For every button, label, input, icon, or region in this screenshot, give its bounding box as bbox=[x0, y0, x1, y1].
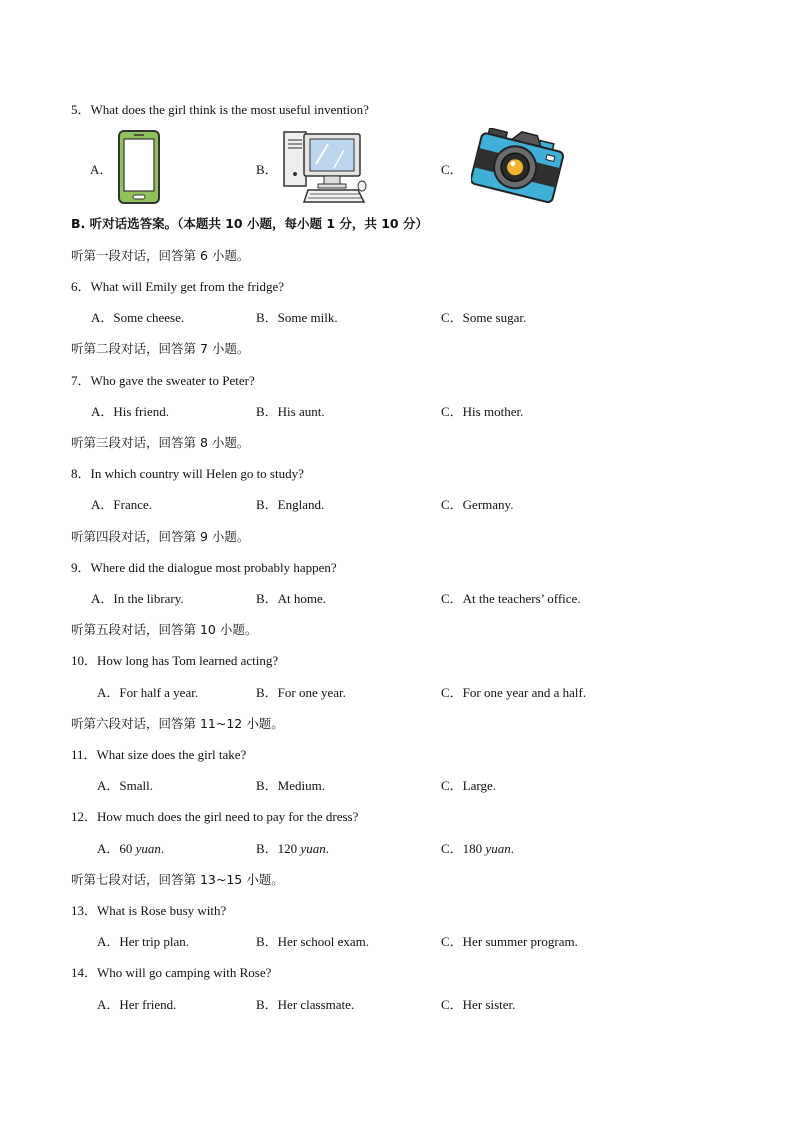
q11-option-a[interactable]: A．Small. bbox=[97, 778, 153, 793]
q11-option-c[interactable]: C．Large. bbox=[441, 778, 496, 793]
dialogue-3-instruction: 听第三段对话，回答第 8 小题。 bbox=[71, 435, 250, 450]
question-6-options bbox=[0, 310, 794, 326]
question-8-text: 8．In which country will Helen go to study? bbox=[71, 466, 304, 481]
question-13-text: 13．What is Rose busy with? bbox=[71, 903, 227, 918]
question-8-options bbox=[0, 497, 794, 513]
q9-option-a[interactable]: A．In the library. bbox=[91, 591, 184, 606]
section-b-heading: B. 听对话选答案。（本题共 10 小题，每小题 1 分，共 10 分） bbox=[71, 216, 428, 231]
q8-option-a[interactable]: A．France. bbox=[91, 497, 153, 512]
q10-option-b[interactable]: B．For one year. bbox=[256, 685, 346, 700]
q13-option-a[interactable]: A．Her trip plan. bbox=[97, 934, 190, 949]
question-12-options bbox=[0, 841, 794, 857]
question-10-text: 10．How long has Tom learned acting? bbox=[71, 653, 279, 668]
question-9-options bbox=[0, 591, 794, 607]
q9-option-c[interactable]: C．At the teachers’ office. bbox=[441, 591, 581, 606]
desktop-computer-icon bbox=[282, 128, 368, 206]
question-11-options bbox=[0, 778, 794, 794]
question-13-options bbox=[0, 934, 794, 950]
q12-option-a-period: . bbox=[160, 841, 165, 856]
q12-option-b[interactable] bbox=[256, 841, 329, 857]
q5-option-b-label: B． bbox=[256, 162, 278, 177]
question-6-text: 6．What will Emily get from the fridge? bbox=[71, 279, 284, 294]
dialogue-5-instruction: 听第五段对话，回答第 10 小题。 bbox=[71, 622, 258, 637]
q6-option-b[interactable]: B．Some milk. bbox=[256, 310, 338, 325]
q14-option-a[interactable]: A．Her friend. bbox=[97, 997, 177, 1012]
q8-option-c[interactable]: C．Germany. bbox=[441, 497, 514, 512]
question-9-text: 9．Where did the dialogue most probably happen? bbox=[71, 560, 337, 575]
q12-option-b-amount: B．120 bbox=[256, 841, 301, 856]
q13-option-b[interactable]: B．Her school exam. bbox=[256, 934, 370, 949]
q8-option-b[interactable]: B．England. bbox=[256, 497, 325, 512]
dialogue-6-instruction: 听第六段对话，回答第 11~12 小题。 bbox=[71, 716, 284, 731]
camera-icon bbox=[471, 128, 565, 206]
q9-option-b[interactable]: B．At home. bbox=[256, 591, 327, 606]
question-5-text: 5．What does the girl think is the most useful invention? bbox=[71, 102, 369, 117]
question-10-options bbox=[0, 685, 794, 701]
dialogue-1-instruction: 听第一段对话，回答第 6 小题。 bbox=[71, 248, 250, 263]
dialogue-7-instruction: 听第七段对话，回答第 13~15 小题。 bbox=[71, 872, 284, 887]
q10-option-a[interactable]: A．For half a year. bbox=[97, 685, 199, 700]
question-14-options bbox=[0, 997, 794, 1013]
q12-option-a-amount: A．60 bbox=[97, 841, 136, 856]
q12-option-c-period: . bbox=[510, 841, 514, 856]
q7-option-a[interactable]: A．His friend. bbox=[91, 404, 169, 419]
q12-option-c-amount: C．180 bbox=[441, 841, 486, 856]
q12-option-a-unit: yuan bbox=[135, 841, 161, 856]
q6-option-a[interactable]: A．Some cheese. bbox=[91, 310, 185, 325]
q12-option-a[interactable] bbox=[97, 841, 164, 857]
q5-option-c-label: C． bbox=[441, 162, 463, 177]
q5-option-a-label: A． bbox=[90, 162, 113, 177]
q12-option-b-period: . bbox=[325, 841, 329, 856]
q14-option-c[interactable]: C．Her sister. bbox=[441, 997, 516, 1012]
q5-option-b[interactable] bbox=[256, 128, 376, 206]
q13-option-c[interactable]: C．Her summer program. bbox=[441, 934, 578, 949]
dialogue-4-instruction: 听第四段对话，回答第 9 小题。 bbox=[71, 529, 250, 544]
dialogue-2-instruction: 听第二段对话，回答第 7 小题。 bbox=[71, 341, 250, 356]
question-7-text: 7．Who gave the sweater to Peter? bbox=[71, 373, 255, 388]
q14-option-b[interactable]: B．Her classmate. bbox=[256, 997, 355, 1012]
smartphone-icon bbox=[117, 129, 161, 205]
q12-option-c-unit: yuan bbox=[485, 841, 511, 856]
question-11-text: 11．What size does the girl take? bbox=[71, 747, 247, 762]
q6-option-c[interactable]: C．Some sugar. bbox=[441, 310, 527, 325]
q12-option-b-unit: yuan bbox=[300, 841, 326, 856]
q7-option-c[interactable]: C．His mother. bbox=[441, 404, 524, 419]
q12-option-c[interactable] bbox=[441, 841, 514, 857]
q5-option-a[interactable] bbox=[90, 128, 170, 206]
q10-option-c[interactable]: C．For one year and a half. bbox=[441, 685, 587, 700]
q7-option-b[interactable]: B．His aunt. bbox=[256, 404, 325, 419]
question-12-text: 12．How much does the girl need to pay for the dress? bbox=[71, 809, 359, 824]
q11-option-b[interactable]: B．Medium. bbox=[256, 778, 325, 793]
question-7-options bbox=[0, 404, 794, 420]
q5-option-c[interactable] bbox=[441, 128, 571, 206]
question-14-text: 14．Who will go camping with Rose? bbox=[71, 965, 272, 980]
